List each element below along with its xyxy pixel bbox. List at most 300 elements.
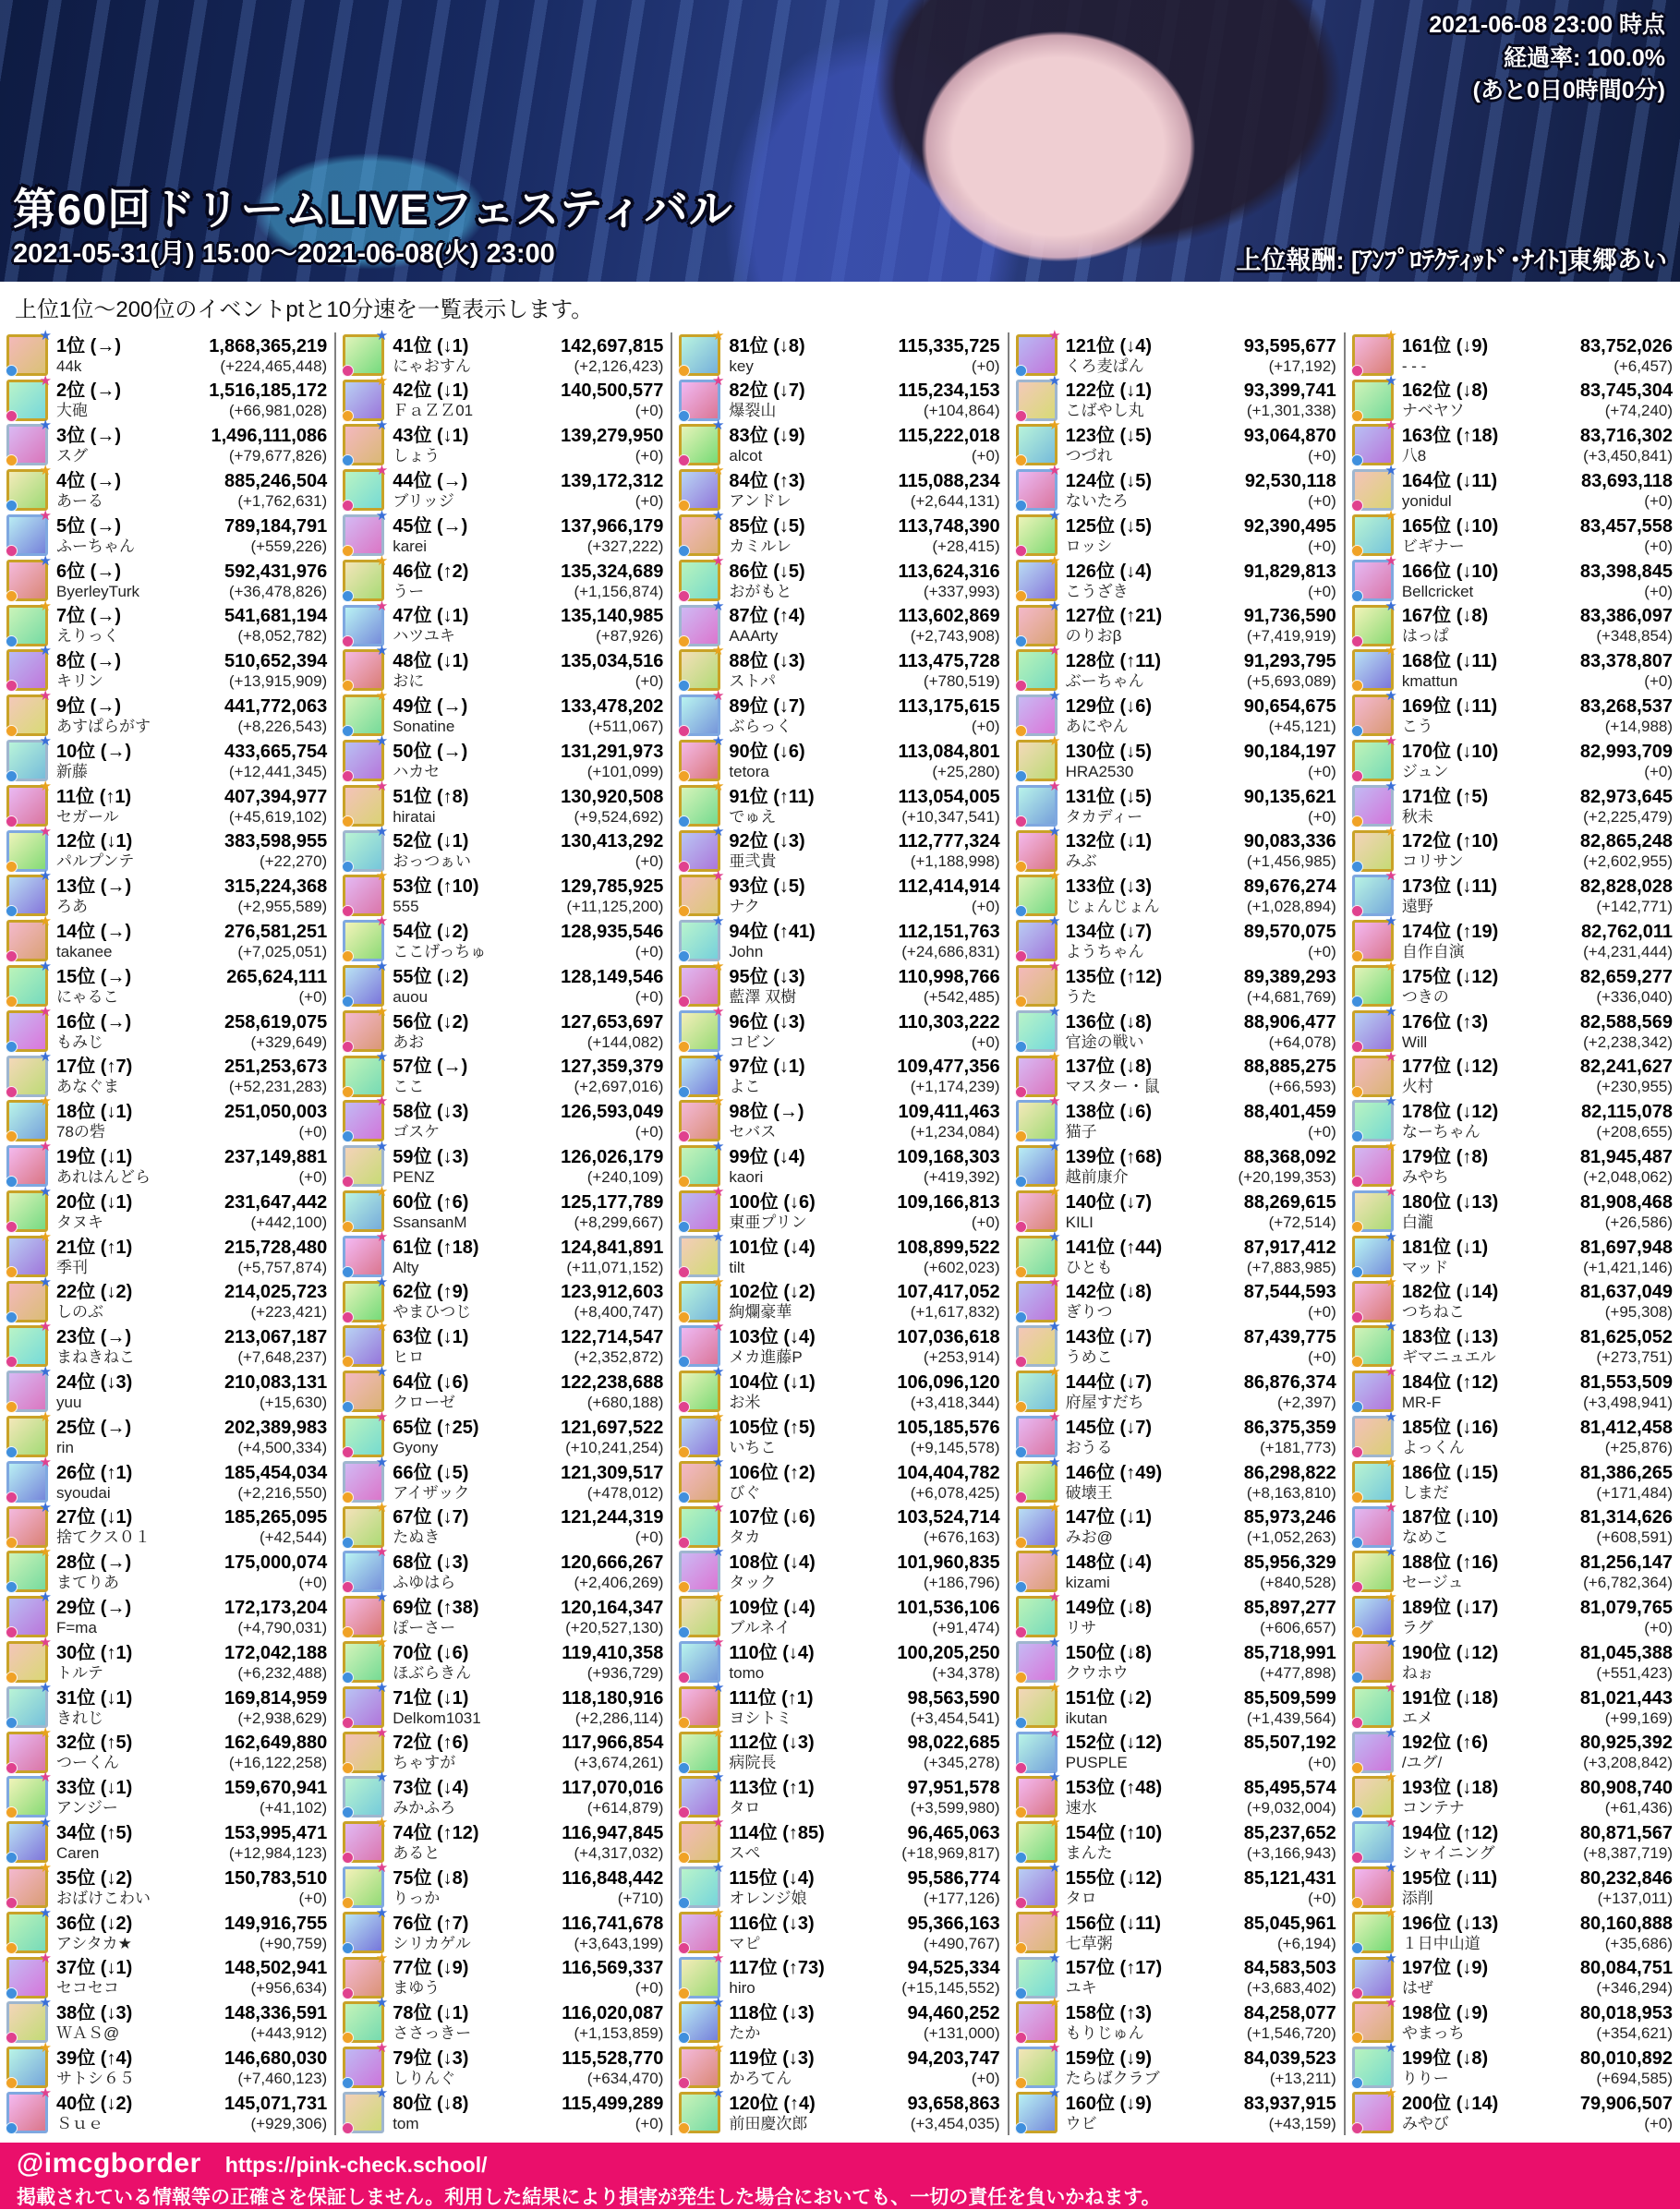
rank-label: 84位 (↑3): [729, 471, 805, 492]
points-block: [1244, 1417, 1336, 1457]
attribute-badge-icon: [678, 1491, 690, 1504]
player-name: alcot: [729, 447, 763, 465]
rarity-star-icon: ★: [1048, 1048, 1061, 1065]
event-points: 110,303,222: [898, 1011, 1000, 1033]
player-name: 季刊: [56, 1258, 88, 1276]
rank-label: 53位 (↑10): [393, 876, 479, 898]
rank-row: [1009, 1635, 1344, 1685]
player-avatar: [679, 1635, 725, 1683]
attribute-badge-icon: [1015, 1852, 1027, 1864]
rank-label: 115位 (↓4): [729, 1867, 815, 1889]
player-name: ぽーさー: [393, 1618, 456, 1636]
rank-row: [1009, 1904, 1344, 1955]
rank-row: [336, 1589, 671, 1639]
rarity-star-icon: ★: [375, 1589, 389, 1606]
player-name: ここ: [393, 1078, 425, 1096]
rank-name-block: [729, 1146, 891, 1187]
rank-label: 79位 (↓3): [393, 2047, 469, 2069]
attribute-badge-icon: [1351, 861, 1363, 873]
player-name: うめこ: [1065, 1348, 1113, 1367]
player-name: おばけこわい: [56, 1889, 151, 1907]
rank-label: 56位 (↓2): [393, 1011, 469, 1033]
attribute-badge-icon: [678, 996, 690, 1008]
attribute-badge-icon: [342, 996, 354, 1008]
player-name: おっつぁい: [393, 852, 472, 871]
attribute-badge-icon: [1015, 680, 1027, 692]
attribute-badge-icon: [342, 1266, 354, 1278]
rank-label: 41位 (↓1): [393, 335, 469, 356]
points-gain-10min: (+131,000): [923, 2024, 1000, 2043]
points-gain-10min: (+337,993): [923, 582, 1000, 600]
rank-row: [1009, 688, 1344, 738]
rarity-star-icon: ★: [375, 508, 389, 525]
event-points: 84,039,523: [1243, 2047, 1336, 2069]
player-name: ナベヤソ: [1401, 402, 1465, 420]
event-points: 145,071,731: [224, 2093, 328, 2114]
player-name: tetora: [729, 762, 769, 780]
player-avatar: [679, 1679, 725, 1728]
points-block: [562, 1687, 663, 1728]
points-gain-10min: (+0): [1308, 1348, 1336, 1367]
rank-name-block: [729, 605, 892, 646]
rank-label: 147位 (↓1): [1065, 1507, 1152, 1528]
rank-name-block: [1066, 1957, 1239, 1998]
rarity-star-icon: ★: [1384, 1544, 1397, 1561]
rank-name-block: [56, 1867, 219, 1908]
player-name: 白瀧: [1401, 1213, 1433, 1231]
event-points: 98,563,590: [907, 1687, 1000, 1709]
player-name: お米: [729, 1393, 761, 1411]
rank-label: 122位 (↓1): [1065, 380, 1152, 402]
attribute-badge-icon: [1015, 500, 1027, 512]
points-block: [1580, 1371, 1673, 1412]
player-avatar: [6, 1228, 52, 1277]
rank-name-block: [1402, 1867, 1575, 1908]
player-avatar: [6, 2084, 52, 2133]
player-name: kizami: [1065, 1574, 1110, 1592]
attribute-badge-icon: [1015, 545, 1027, 557]
points-gain-10min: (+4,500,334): [237, 1438, 328, 1456]
rank-label: 103位 (↓4): [729, 1327, 816, 1348]
points-block: [897, 1237, 999, 1277]
points-block: [898, 966, 999, 1007]
points-block: [898, 561, 999, 601]
points-gain-10min: (+0): [1308, 537, 1336, 555]
player-name: クローゼ: [393, 1393, 455, 1411]
event-points: 107,417,052: [897, 1282, 1000, 1303]
event-points: 162,649,880: [224, 1733, 328, 1754]
points-gain-10min: (+25,876): [1604, 1438, 1674, 1456]
player-name: ささっきー: [393, 2024, 472, 2043]
rank-name-block: [1402, 1777, 1575, 1818]
rarity-star-icon: ★: [711, 372, 725, 389]
rank-row: [672, 1950, 1007, 2000]
rank-name-block: [1066, 1867, 1239, 1908]
rank-name-block: [729, 1552, 891, 1592]
player-name: あれはんどら: [56, 1167, 151, 1186]
rank-row: [0, 598, 334, 648]
rarity-star-icon: ★: [375, 868, 389, 885]
points-gain-10min: (+87,926): [596, 627, 664, 646]
points-gain-10min: (+0): [298, 1123, 328, 1141]
player-name: Bellcricket: [1401, 582, 1474, 600]
points-gain-10min: (+3,208,842): [1583, 1754, 1674, 1772]
player-name: 78の砦: [56, 1123, 105, 1141]
player-avatar: [1352, 552, 1397, 601]
attribute-badge-icon: [1015, 1806, 1027, 1818]
player-name: 火村: [1401, 1078, 1433, 1096]
rank-row: [1346, 598, 1680, 648]
rank-row: [0, 1724, 334, 1775]
player-name: ぶーちゃん: [1065, 672, 1144, 691]
rank-row: [336, 868, 671, 919]
points-block: [561, 1056, 663, 1096]
rarity-star-icon: ★: [375, 1003, 389, 1020]
rank-label: 195位 (↓11): [1401, 1867, 1498, 1889]
event-points: 1,868,365,219: [209, 335, 328, 356]
rank-label: 70位 (↓6): [393, 1642, 469, 1663]
player-name: 爆裂山: [729, 402, 777, 420]
attribute-badge-icon: [678, 1762, 690, 1774]
rank-row: [0, 1319, 334, 1370]
attribute-badge-icon: [1351, 770, 1363, 782]
points-block: [224, 2002, 327, 2043]
points-block: [897, 1597, 999, 1637]
points-gain-10min: (+1,028,894): [1246, 898, 1336, 916]
points-block: [1238, 1146, 1336, 1187]
rank-label: 140位 (↓7): [1065, 1191, 1152, 1213]
rarity-star-icon: ★: [375, 778, 389, 794]
rank-row: [1346, 1815, 1680, 1865]
points-gain-10min: (+551,423): [1596, 1663, 1674, 1682]
points-block: [1580, 1597, 1673, 1637]
event-points: 116,848,442: [562, 1867, 664, 1889]
points-gain-10min: (+2,352,872): [574, 1348, 664, 1367]
rank-name-block: [1066, 1687, 1239, 1728]
rank-label: 60位 (↑6): [393, 1191, 469, 1213]
event-points: 126,026,179: [561, 1146, 664, 1167]
points-block: [897, 1191, 999, 1232]
player-name: あると: [393, 1843, 441, 1862]
points-block: [561, 1101, 663, 1141]
attribute-badge-icon: [678, 1852, 690, 1864]
event-points: 117,070,016: [562, 1778, 664, 1799]
points-block: [561, 876, 663, 916]
points-block: [1244, 1101, 1336, 1141]
rarity-star-icon: ★: [1048, 1769, 1061, 1786]
points-block: [1580, 876, 1673, 916]
points-block: [209, 380, 327, 420]
player-avatar: [343, 1409, 389, 1457]
rarity-star-icon: ★: [1384, 508, 1397, 525]
rarity-star-icon: ★: [1384, 823, 1397, 839]
rank-label: 134位 (↓7): [1065, 921, 1152, 942]
attribute-badge-icon: [6, 1852, 18, 1864]
points-gain-10min: (+43,159): [1268, 2114, 1336, 2132]
rank-row: [672, 1003, 1007, 1054]
player-avatar: [1016, 1679, 1061, 1728]
rank-name-block: [729, 1597, 891, 1637]
attribute-badge-icon: [6, 1581, 18, 1593]
event-points: 113,748,390: [898, 515, 1000, 537]
event-points: 98,022,685: [907, 1733, 1000, 1754]
rank-label: 180位 (↓13): [1401, 1191, 1499, 1213]
points-gain-10min: (+2,406,269): [574, 1574, 664, 1592]
event-points: 93,658,863: [907, 2093, 1000, 2114]
player-avatar: [343, 868, 389, 916]
points-gain-10min: (+8,163,810): [1246, 1483, 1336, 1502]
points-block: [224, 830, 327, 871]
rarity-star-icon: ★: [1048, 1859, 1061, 1876]
rarity-star-icon: ★: [375, 1679, 389, 1696]
points-block: [224, 650, 327, 691]
rank-row: [1346, 1995, 1680, 2045]
rank-name-block: [729, 695, 892, 736]
rarity-star-icon: ★: [1384, 552, 1397, 569]
attribute-badge-icon: [342, 1176, 354, 1188]
points-block: [1244, 876, 1336, 916]
rank-row: [1346, 1635, 1680, 1685]
event-points: 109,168,303: [897, 1146, 1000, 1167]
rank-name-block: [729, 786, 892, 827]
player-name: やまっち: [1401, 2024, 1465, 2043]
rank-label: 24位 (↓3): [56, 1371, 133, 1393]
player-name: アシタカ★: [56, 1934, 132, 1952]
points-gain-10min: (+95,308): [1604, 1303, 1674, 1322]
points-gain-10min: (+2,238,342): [1583, 1033, 1674, 1051]
rank-row: [672, 1139, 1007, 1189]
player-avatar: [679, 1815, 725, 1863]
event-points: 592,431,976: [224, 561, 328, 582]
rarity-star-icon: ★: [1048, 1499, 1061, 1516]
attribute-badge-icon: [1351, 1130, 1363, 1142]
rank-name-block: [393, 650, 555, 691]
rank-name-block: [56, 741, 219, 781]
rank-name-block: [56, 786, 219, 827]
event-points: 142,697,815: [561, 335, 664, 356]
points-gain-10min: (+35,686): [1604, 1934, 1674, 1952]
event-points: 149,916,755: [224, 1913, 328, 1934]
attribute-badge-icon: [678, 2077, 690, 2089]
rarity-star-icon: ★: [711, 913, 725, 930]
points-block: [1244, 380, 1336, 420]
rank-name-block: [729, 1011, 892, 1052]
rarity-star-icon: ★: [39, 463, 52, 479]
rank-row: [1346, 1364, 1680, 1414]
rank-name-block: [729, 741, 892, 781]
event-points: 88,906,477: [1243, 1011, 1336, 1033]
rank-name-block: [393, 561, 555, 601]
rank-name-block: [56, 2093, 219, 2133]
player-name: ぶらっく: [729, 718, 792, 735]
site-url-link[interactable]: https://pink-check.school/: [224, 2153, 488, 2177]
attribute-badge-icon: [1351, 815, 1363, 827]
rank-label: 117位 (↑73): [729, 1958, 825, 1979]
rank-label: 25位 (→): [56, 1417, 132, 1438]
player-name: あーる: [56, 492, 103, 511]
rank-label: 28位 (→): [56, 1552, 132, 1574]
rank-row: [1346, 1274, 1680, 1324]
points-block: [908, 1867, 1000, 1908]
rank-name-block: [56, 1732, 219, 1772]
rank-label: 125位 (↓5): [1065, 515, 1152, 537]
rank-name-block: [1066, 1732, 1239, 1772]
points-block: [908, 2002, 1000, 2043]
player-name: こう: [1401, 718, 1433, 735]
rarity-star-icon: ★: [375, 1950, 389, 1966]
rank-row: [1009, 1499, 1344, 1550]
attribute-badge-icon: [678, 1221, 690, 1233]
player-name: 病院長: [729, 1754, 777, 1772]
player-avatar: [679, 913, 725, 961]
player-avatar: [679, 1950, 725, 1999]
attribute-badge-icon: [6, 1446, 18, 1458]
rank-row: [672, 598, 1007, 648]
rarity-star-icon: ★: [39, 1995, 52, 2011]
player-name: つーくん: [56, 1754, 119, 1772]
attribute-badge-icon: [1015, 365, 1027, 377]
rank-label: 92位 (↓3): [729, 831, 805, 852]
rank-name-block: [393, 1687, 556, 1728]
rank-row: [0, 643, 334, 694]
points-gain-10min: (+230,955): [1596, 1078, 1674, 1096]
player-name: Alty: [393, 1258, 419, 1276]
points-block: [1244, 921, 1336, 961]
rank-row: [1009, 552, 1344, 603]
points-block: [561, 741, 663, 781]
points-block: [224, 1101, 327, 1141]
player-avatar: [343, 372, 389, 421]
player-avatar: [343, 417, 389, 465]
player-avatar: [6, 1048, 52, 1097]
event-points: 113,475,728: [898, 651, 1000, 672]
rarity-star-icon: ★: [1384, 913, 1397, 930]
points-gain-10min: (+2,955,589): [237, 898, 328, 916]
player-name: りっか: [393, 1889, 441, 1907]
player-name: セガール: [56, 807, 119, 826]
rarity-star-icon: ★: [375, 2040, 389, 2057]
rank-name-block: [729, 1056, 891, 1096]
player-name: 八8: [1401, 447, 1427, 465]
points-block: [224, 1237, 327, 1277]
rarity-star-icon: ★: [39, 1635, 52, 1650]
player-avatar: [1352, 1724, 1397, 1773]
rank-name-block: [393, 741, 555, 781]
rank-row: [336, 1274, 671, 1324]
rank-label: 33位 (↓1): [56, 1778, 133, 1799]
rank-name-block: [1066, 921, 1239, 961]
player-name: ここげっちゅ: [393, 942, 487, 960]
rank-row: [672, 1815, 1007, 1865]
attribute-badge-icon: [678, 1176, 690, 1188]
rank-label: 161位 (↓9): [1401, 335, 1489, 356]
player-name: コビン: [729, 1033, 777, 1051]
points-block: [1580, 966, 1673, 1007]
attribute-badge-icon: [1015, 725, 1027, 737]
rank-name-block: [729, 1237, 891, 1277]
rank-name-block: [393, 425, 555, 465]
attribute-badge-icon: [678, 905, 690, 917]
event-points: 82,828,028: [1579, 876, 1674, 898]
rank-row: [336, 327, 671, 378]
player-avatar: [1016, 508, 1061, 556]
rank-row: [1346, 1139, 1680, 1189]
rarity-star-icon: ★: [1384, 1995, 1397, 2011]
rank-name-block: [1066, 1913, 1239, 1953]
player-avatar: [6, 823, 52, 872]
event-points: 83,752,026: [1579, 335, 1674, 356]
player-name: ビギナー: [1401, 537, 1465, 555]
rarity-star-icon: ★: [1384, 1724, 1397, 1741]
rarity-star-icon: ★: [711, 1635, 725, 1650]
rank-name-block: [729, 1326, 891, 1367]
attribute-badge-icon: [6, 861, 18, 873]
attribute-badge-icon: [342, 1086, 354, 1098]
disclaimer-text: 掲載されている情報等の正確さを保証しません。利用した結果により損害が発生した場合においても、一切の責任を負いかねます。: [17, 2187, 1161, 2208]
rarity-star-icon: ★: [375, 1544, 389, 1561]
rank-name-block: [1066, 1281, 1239, 1322]
points-block: [1580, 1237, 1673, 1277]
rank-name-block: [393, 1462, 555, 1503]
player-avatar: [1352, 1409, 1397, 1457]
player-avatar: [1352, 2040, 1397, 2088]
attribute-badge-icon: [678, 1086, 690, 1098]
event-points: 83,457,558: [1579, 515, 1674, 537]
rank-name-block: [56, 1552, 219, 1592]
attribute-badge-icon: [678, 1401, 690, 1413]
points-block: [1580, 1011, 1673, 1052]
points-gain-10min: (+42,544): [259, 1528, 328, 1547]
points-block: [1244, 741, 1336, 781]
rank-label: 8位 (→): [56, 651, 121, 672]
rank-label: 178位 (↓12): [1401, 1102, 1499, 1123]
points-block: [224, 1371, 327, 1412]
rank-label: 68位 (↓3): [393, 1552, 469, 1574]
rank-row: [1346, 327, 1680, 378]
rank-name-block: [729, 1913, 901, 1953]
rank-row: [672, 733, 1007, 783]
rank-name-block: [56, 966, 221, 1007]
player-name: ラグ: [1401, 1618, 1433, 1636]
points-block: [1580, 425, 1673, 465]
event-points: 137,966,179: [561, 515, 664, 537]
event-points: 113,084,801: [898, 741, 1000, 762]
player-name: つきの: [1401, 987, 1449, 1006]
rank-name-block: [1402, 1552, 1575, 1592]
event-points: 115,234,153: [898, 380, 1000, 402]
attribute-badge-icon: [1351, 1942, 1363, 1954]
player-name: トルテ: [56, 1663, 103, 1682]
event-points: 83,716,302: [1579, 426, 1674, 447]
player-avatar: [1016, 1048, 1061, 1097]
event-points: 251,050,003: [224, 1102, 328, 1123]
attribute-badge-icon: [1351, 1356, 1363, 1368]
player-avatar: [6, 1093, 52, 1141]
rank-label: 199位 (↓8): [1401, 2047, 1489, 2069]
rarity-star-icon: ★: [39, 1003, 52, 1020]
attribute-badge-icon: [1351, 1401, 1363, 1413]
attribute-badge-icon: [6, 1672, 18, 1684]
points-gain-10min: (+7,419,919): [1246, 627, 1336, 646]
points-block: [1245, 470, 1336, 511]
points-gain-10min: (+2,286,114): [574, 1709, 664, 1727]
player-name: クウホウ: [1065, 1663, 1129, 1682]
attribute-badge-icon: [1351, 1176, 1363, 1188]
rank-label: 4位 (→): [56, 471, 121, 492]
attribute-badge-icon: [678, 1537, 690, 1549]
rank-label: 54位 (↓2): [393, 921, 469, 942]
rank-row: [0, 1499, 334, 1550]
